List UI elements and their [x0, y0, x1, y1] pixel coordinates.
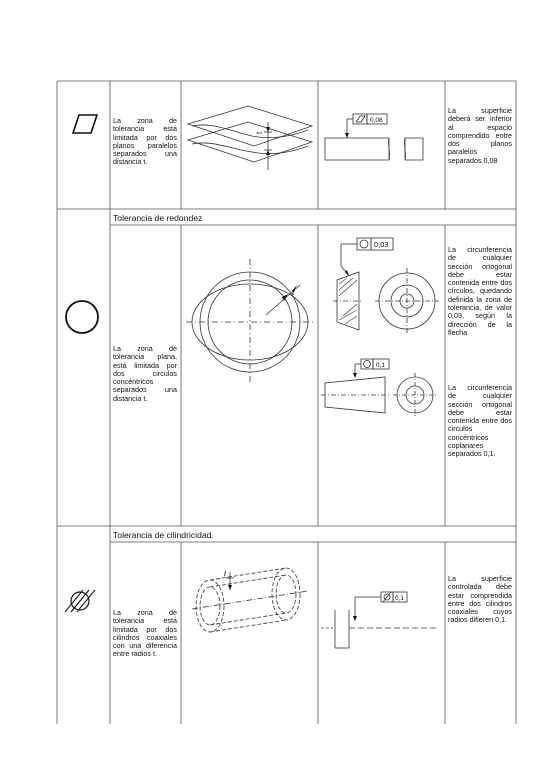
flatness-definition-text: La zona de tolerancia está limitada por dos planos paralelos separados una distancia t.	[113, 116, 177, 167]
roundness-callout-value-2: 0,1	[376, 362, 386, 369]
flatness-symbol-icon	[70, 112, 100, 136]
roundness-interpretation-text-1: La circunferencia de cualquier sección ortogonal debe estar contenida entre dos círculos, quedando definida la zona de tolerancia, de valor 0,03, según la dirección de la flecha	[448, 245, 512, 337]
flatness-callout-value: 0,08	[370, 117, 383, 124]
roundness-interpretation-text-2: La circunferencia de cualquier sección ortogonal debe estar contenida entre dos circulos concéntricos coplanares separados 0,1.	[448, 383, 512, 459]
cylindricity-t-label: t	[224, 571, 226, 578]
cylindricity-zone-diagram	[182, 560, 318, 650]
cylindricity-title: Tolerancia de cilindricidad.	[113, 530, 214, 540]
flatness-t-label: t	[255, 131, 264, 134]
flatness-zone-diagram	[182, 96, 318, 186]
flatness-callout-drawing	[319, 96, 444, 186]
roundness-t-label: t	[292, 287, 295, 297]
roundness-symbol-icon	[63, 298, 101, 336]
cylindricity-symbol-icon	[62, 588, 98, 614]
flatness-interpretation-text: La superficie deberá ser inferior al espacio comprendido entre dos planos paralelos separados 0,08	[448, 106, 512, 165]
cylindricity-callout-value: 0,1	[395, 595, 405, 602]
cylindricity-interpretation-text: La superficie controlada debe estar comprendida entre dos cilindros coaxiales cuyos radios difieren 0,1.	[448, 574, 512, 625]
roundness-callout-value-1: 0,03	[374, 240, 389, 249]
roundness-definition-text: La zona de tolerancia plana, está limitada por dos circulos concéntricos separados una distancia t.	[113, 344, 177, 403]
roundness-title: Tolerancia de redondez	[113, 213, 203, 223]
cylindricity-callout-drawing	[319, 580, 444, 660]
roundness-callout-drawing-2	[319, 355, 444, 435]
roundness-callout-drawing-1	[319, 232, 444, 372]
roundness-zone-diagram	[182, 255, 318, 385]
cylindricity-definition-text: La zona de tolerancia está limitada por dos cilindros coaxiales con una diferencia entre radios t.	[113, 608, 177, 659]
